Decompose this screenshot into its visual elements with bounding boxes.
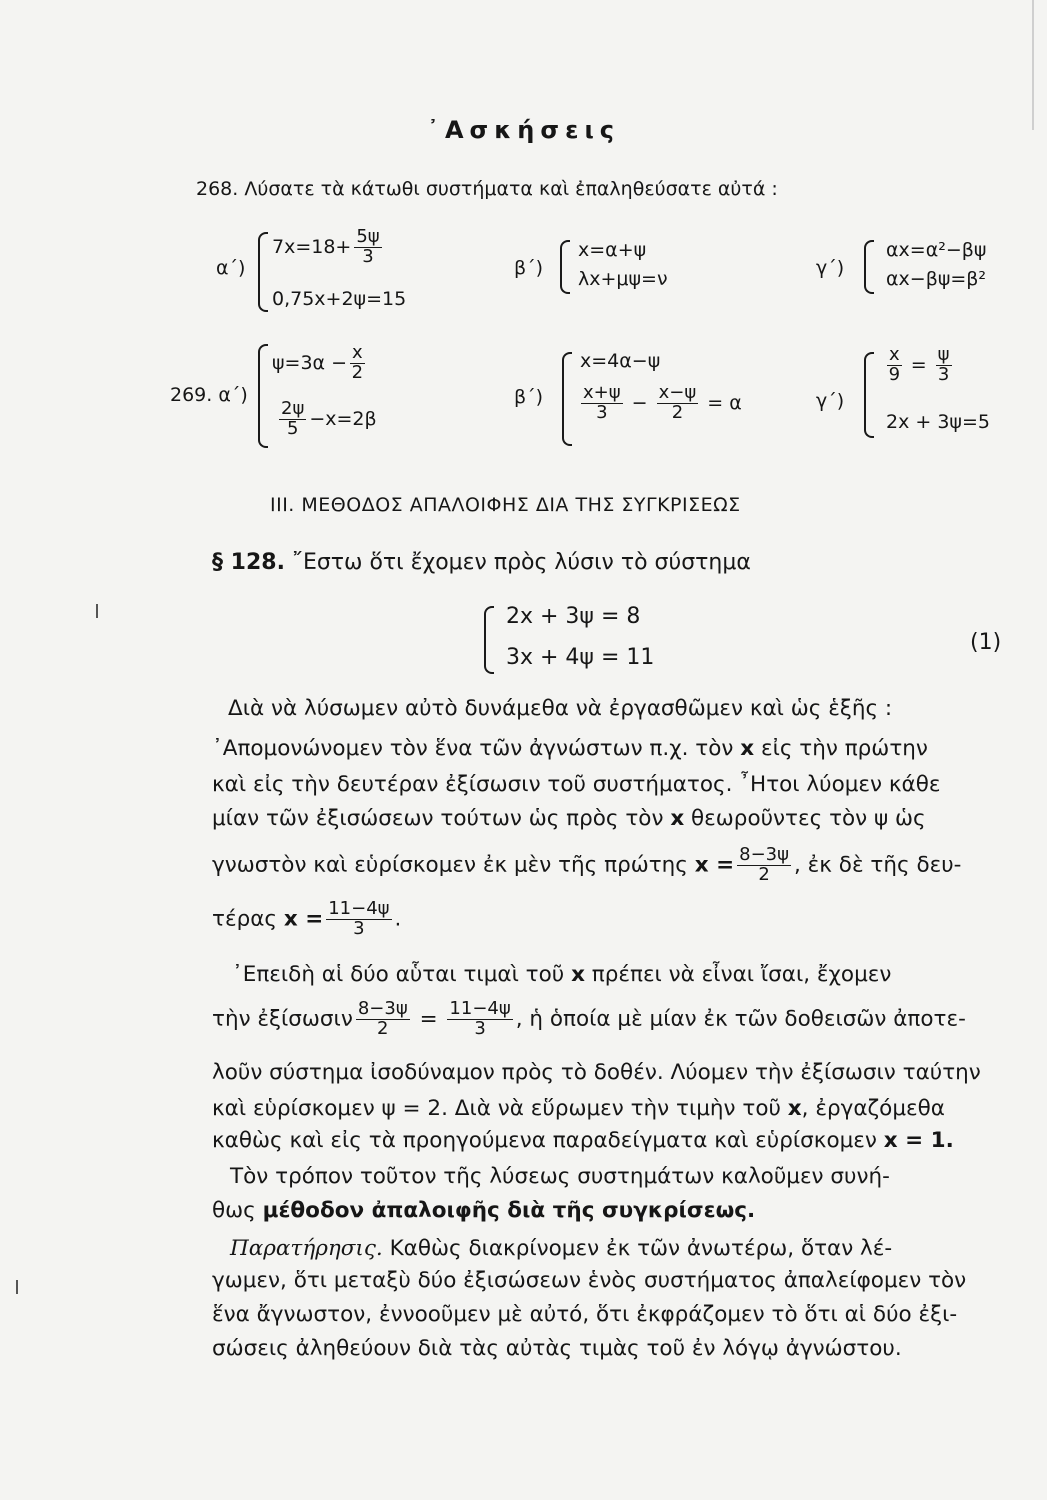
variable-x: x: [740, 736, 755, 761]
ex268-a-eq2: 0,75x+2ψ=15: [272, 288, 407, 310]
text-line-2: [212, 736, 1018, 761]
system-1-label: (1): [970, 630, 1002, 655]
ex268-a-eq1-num: 5ψ: [356, 226, 380, 247]
ex269-a-eq1-num: x: [352, 342, 363, 363]
text-line-8a: τὴν ἐξίσωσιν: [212, 1006, 353, 1032]
text-line-17: σώσεις ἀληθεύουν διὰ τὰς αὐτὰς τιμὰς τοῦ ἐν λόγῳ ἀγνώστου.: [212, 1336, 902, 1361]
fraction-numerator: 8−3ψ: [357, 998, 408, 1019]
ex268-a-eq1-pre: 7x=18+: [272, 235, 352, 258]
paragraph-128-text: ῎Εστω ὅτι ἔχομεν πρὸς λύσιν τὸ σύστημα: [291, 550, 751, 575]
ex269-a-eq1-pre: ψ=3α −: [272, 351, 348, 374]
text-line-13: [212, 1198, 1018, 1223]
text-line-10b: , ἐργαζόμεθα: [801, 1096, 945, 1121]
x-equals: x =: [694, 852, 735, 878]
text-line-5a: γνωστὸν καὶ εὑρίσκομεν ἐκ μὲν τῆς πρώτης: [212, 852, 688, 878]
ex269-b-eq2: [578, 384, 742, 423]
ex269-c-eq1-n2: ψ: [937, 344, 950, 365]
ex269-c-brace: [864, 352, 874, 438]
page-edge-shadow: [1032, 0, 1034, 130]
fraction-denominator: 3: [353, 917, 365, 939]
ex268-a-eq1-den: 3: [362, 245, 374, 267]
ex269-a-brace: [258, 344, 268, 448]
variable-x: x: [787, 1096, 802, 1121]
fraction-denominator: 2: [377, 1017, 389, 1039]
ex268-b-label: β΄): [514, 257, 544, 279]
remark-label: Παρατήρησις.: [230, 1236, 383, 1261]
text-line-4b: θεωροῦντες τὸν ψ ὡς: [691, 806, 926, 831]
ex268-b-eq1: x=α+ψ: [578, 239, 647, 261]
text-line-12: Τὸν τρόπον τοῦτον τῆς λύσεως συστημάτων καλοῦμεν συνή-: [230, 1164, 890, 1189]
variable-x: x: [670, 806, 685, 831]
scan-mark: [96, 604, 98, 618]
x-equals: x =: [283, 906, 324, 932]
ex269-b-eq2-d2: 2: [671, 401, 684, 423]
ex269-c-label: γ΄): [816, 390, 845, 412]
fraction-numerator: 11−4ψ: [449, 998, 511, 1019]
text-line-15: γωμεν, ὅτι μεταξὺ δύο ἐξισώσεων ἑνὸς συστήματος ἀπαλείφομεν τὸν: [212, 1268, 967, 1293]
text-line-6a: τέρας: [212, 906, 278, 932]
fraction-denominator: 2: [758, 863, 770, 885]
exercise-268-intro: 268. Λύσατε τὰ κάτωθι συστήματα καὶ ἐπαληθεύσατε αὐτά :: [196, 178, 778, 200]
ex269-a-eq2-num: 2ψ: [281, 398, 305, 419]
ex269-b-eq1: x=4α−ψ: [580, 350, 661, 372]
ex268-b-eq2: λx+μψ=ν: [578, 268, 668, 290]
ex269-c-eq1-mid: =: [910, 353, 927, 376]
ex269-c-eq1-d2: 3: [937, 363, 950, 385]
ex269-b-brace: [562, 352, 572, 446]
ex269-c-eq1: [884, 346, 955, 385]
text-line-6b: .: [394, 906, 402, 932]
text-line-10a: καὶ εὑρίσκομεν ψ = 2. Διὰ νὰ εὕρωμεν τὴν τιμὴν τοῦ: [212, 1096, 781, 1121]
text-line-13a: θως: [212, 1198, 256, 1223]
text-line-10: [212, 1096, 1018, 1121]
text-line-8b: , ἡ ὁποία μὲ μίαν ἐκ τῶν δοθεισῶν ἀποτε-: [515, 1006, 966, 1032]
ex269-c-eq1-d1: 9: [888, 363, 901, 385]
scan-mark: [16, 1280, 18, 1294]
text-line-14b: Καθὼς διακρίνομεν ἐκ τῶν ἀνωτέρω, ὅταν λέ-: [389, 1236, 893, 1261]
equals-sign: =: [419, 1006, 438, 1032]
paragraph-128-intro: [212, 550, 751, 575]
variable-x: x: [571, 962, 585, 987]
text-line-2b: εἰς τὴν πρώτην: [760, 736, 928, 761]
ex269-a-eq1-den: 2: [351, 361, 364, 383]
text-line-7b: πρέπει νὰ εἶναι ἴσαι, ἔχομεν: [591, 962, 892, 987]
text-line-3: καὶ εἰς τὴν δευτέραν ἐξίσωσιν τοῦ συστήματος. ῏Ητοι λύομεν κάθε: [212, 772, 941, 797]
ex268-b-brace: [560, 240, 570, 294]
ex268-a-label: α΄): [216, 257, 246, 279]
fraction-numerator: 8−3ψ: [739, 844, 790, 865]
system-1-brace: [484, 606, 494, 674]
x-equals-one: x = 1.: [883, 1128, 954, 1153]
text-line-7a: ᾿Επειδὴ αἱ δύο αὗται τιμαὶ τοῦ: [232, 962, 565, 987]
ex269-a-eq2: [276, 400, 377, 439]
method-name: μέθοδον ἀπαλοιφῆς διὰ τῆς συγκρίσεως.: [262, 1198, 756, 1223]
text-line-11: [212, 1128, 1018, 1153]
ex269-c-eq2: 2x + 3ψ=5: [886, 411, 990, 433]
text-line-4a: μίαν τῶν ἐξισώσεων τούτων ὡς πρὸς τὸν: [212, 806, 664, 831]
text-line-6: [212, 900, 1018, 939]
text-line-4: [212, 806, 1018, 831]
ex269-a-eq1: [272, 344, 368, 383]
fraction-denominator: 3: [474, 1017, 486, 1039]
text-line-5: [212, 846, 1018, 885]
text-line-11a: καθὼς καὶ εἰς τὰ προηγούμενα παραδείγματα καὶ εὑρίσκομεν: [212, 1128, 877, 1153]
ex269-a-label: 269. α΄): [170, 384, 248, 406]
ex269-b-eq2-minus: −: [631, 391, 648, 414]
text-line-2a: ᾿Απομονώνομεν τὸν ἕνα τῶν ἀγνώστων π.χ. τὸν: [212, 736, 734, 761]
fraction-numerator: 11−4ψ: [328, 898, 390, 919]
text-line-1: Διὰ νὰ λύσωμεν αὐτὸ δυνάμεθα νὰ ἐργασθῶμεν καὶ ὡς ἑξῆς :: [228, 696, 893, 721]
ex268-c-label: γ΄): [816, 257, 845, 279]
ex269-b-eq2-n1: x+ψ: [583, 382, 621, 403]
system-1-eq1: 2x + 3ψ = 8: [506, 604, 641, 629]
ex269-b-eq2-post: = α: [707, 391, 742, 414]
ex268-c-brace: [864, 240, 874, 294]
ex268-a-brace: [258, 232, 268, 312]
text-line-5b: , ἐκ δὲ τῆς δευ-: [794, 852, 962, 878]
ex268-a-eq1: [272, 228, 385, 267]
page-title: ᾿Ασκήσεις: [426, 116, 621, 144]
ex269-c-eq1-n1: x: [889, 344, 900, 365]
ex268-c-eq1: αx=α²−βψ: [886, 239, 987, 261]
text-line-14: [230, 1236, 1036, 1261]
text-line-8: [212, 1000, 1018, 1039]
text-line-16: ἕνα ἄγνωστον, ἐννοοῦμεν μὲ αὐτό, ὅτι ἐκφράζομεν τὸ ὅτι αἱ δύο ἐξι-: [212, 1302, 958, 1327]
section-heading: ΙΙΙ. ΜΕΘΟΔΟΣ ΑΠΑΛΟΙΦΗΣ ΔΙΑ ΤΗΣ ΣΥΓΚΡΙΣΕΩΣ: [270, 494, 741, 516]
text-line-9: λοῦν σύστημα ἰσοδύναμον πρὸς τὸ δοθέν. Λύομεν τὴν ἐξίσωσιν ταύτην: [212, 1060, 981, 1085]
system-1-eq2: 3x + 4ψ = 11: [506, 645, 655, 670]
ex268-c-eq2: αx−βψ=β²: [886, 268, 987, 290]
ex269-b-eq2-d1: 3: [596, 401, 608, 423]
text-line-7: [232, 962, 1038, 987]
ex269-a-eq2-den: 5: [286, 417, 299, 439]
ex269-b-eq2-n2: x−ψ: [658, 382, 697, 403]
ex269-b-label: β΄): [514, 386, 544, 408]
ex269-a-eq2-post: −x=2β: [309, 407, 377, 430]
section-mark: § 128.: [212, 550, 285, 575]
